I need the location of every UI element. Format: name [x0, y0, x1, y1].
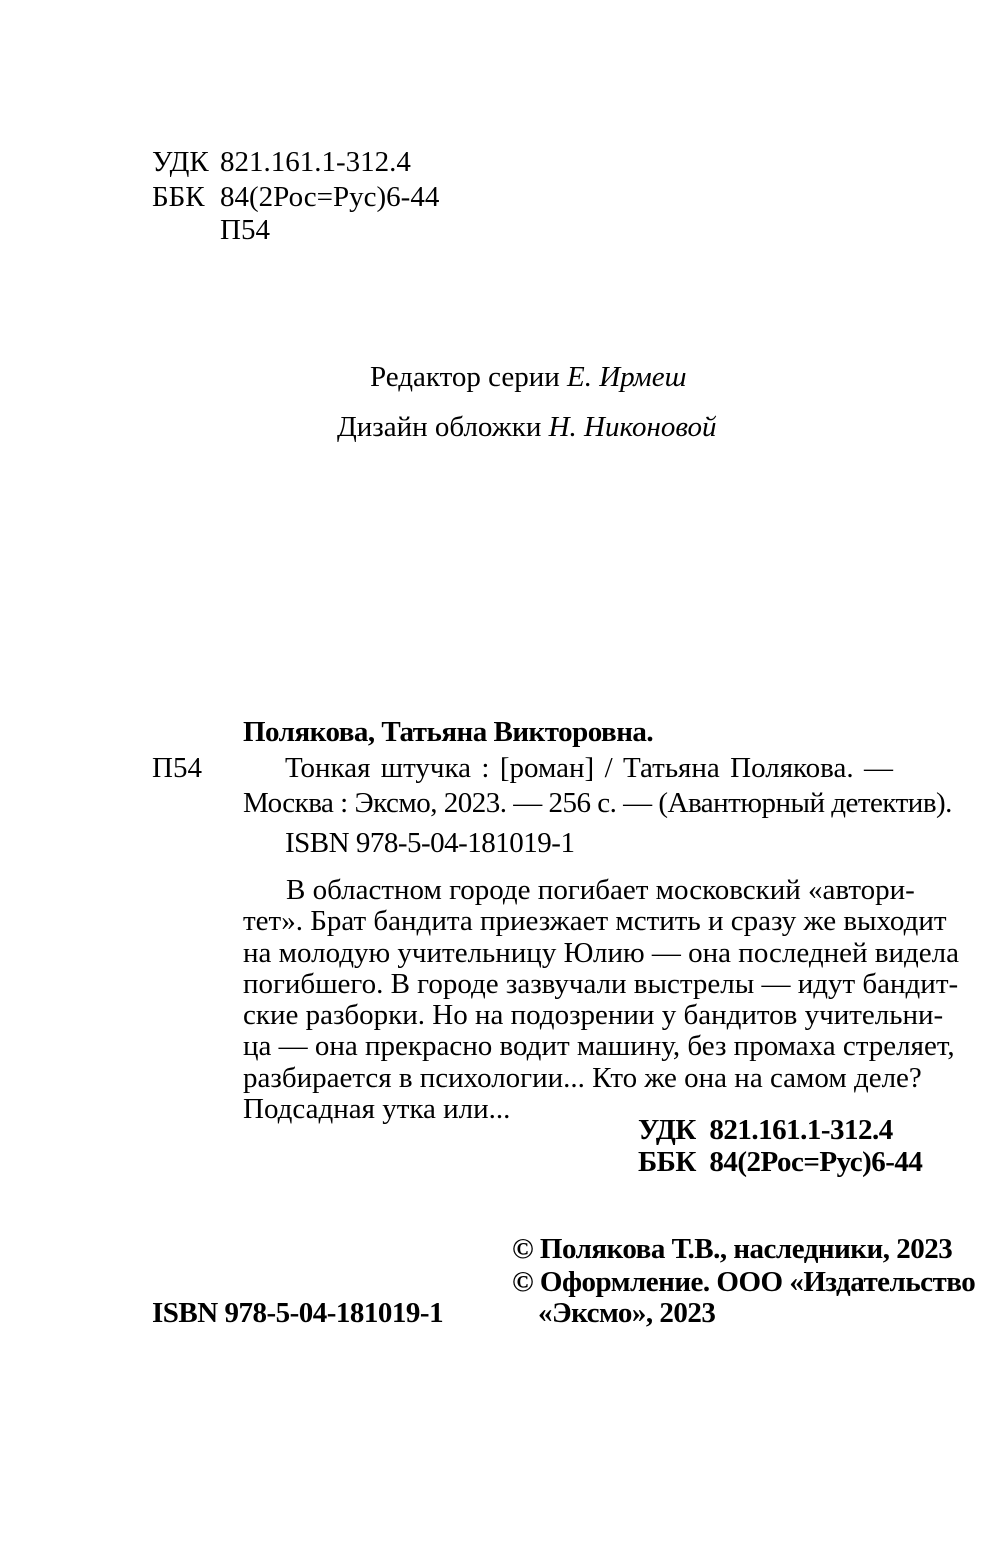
copyright-author: © Полякова Т.В., наследники, 2023	[512, 1233, 953, 1265]
series-editor	[370, 360, 686, 394]
title-line: Тонкая штучка : [роман] / Татьяна Полякова. —	[285, 752, 893, 784]
annotation-line: Подсадная утка или...	[243, 1093, 511, 1126]
footer-isbn: ISBN 978-5-04-181019-1	[152, 1297, 444, 1329]
isbn-line: ISBN 978-5-04-181019-1	[285, 827, 575, 859]
annotation-line: на молодую учительницу Юлию — она последней видела	[243, 936, 959, 969]
designer-prefix: Дизайн обложки	[337, 411, 542, 443]
author-heading: Полякова, Татьяна Викторовна.	[243, 716, 654, 748]
copyright-publisher: «Эксмо», 2023	[538, 1297, 716, 1329]
bbk-bottom	[638, 1145, 922, 1179]
udk-top	[152, 145, 411, 179]
udk-label: УДК	[638, 1114, 696, 1146]
bbk-label: ББК	[152, 181, 205, 213]
udk-bottom	[638, 1113, 893, 1147]
bbk-value: 84(2Рос=Рус)6-44	[220, 181, 440, 213]
annotation-line: разбирается в психологии... Кто же она на самом деле?	[243, 1061, 922, 1094]
editor-name: Е. Ирмеш	[567, 361, 687, 393]
imprint-line: Москва : Эксмо, 2023. — 256 с. — (Авантюрный детектив).	[243, 787, 952, 819]
annotation	[243, 874, 959, 1126]
annotation-line: В областном городе погибает московский «автори-	[286, 874, 915, 906]
annotation-line: ца — она прекрасно водит машину, без промаха стреляет,	[243, 1030, 955, 1063]
author-mark: П54	[152, 752, 202, 784]
bbk-top	[152, 180, 439, 214]
udk-label: УДК	[152, 146, 209, 178]
annotation-line: погибшего. В городе зазвучали выстрелы — идут бандит-	[243, 967, 959, 1000]
bbk-label: ББК	[638, 1146, 696, 1178]
designer-name: Н. Никоновой	[548, 411, 717, 443]
bbk-value: 84(2Рос=Рус)6-44	[709, 1146, 923, 1178]
udk-value: 821.161.1-312.4	[709, 1114, 893, 1146]
annotation-line: ские разборки. Но на подозрении у бандитов учительни-	[243, 999, 944, 1032]
annotation-line: тет». Брат бандита приезжает мстить и сразу же выходит	[243, 905, 947, 938]
editor-prefix: Редактор серии	[370, 361, 560, 393]
udk-value: 821.161.1-312.4	[220, 146, 411, 178]
copyright-design: © Оформление. ООО «Издательство	[512, 1266, 976, 1298]
cover-designer	[337, 410, 717, 444]
author-mark-top: П54	[220, 214, 270, 246]
